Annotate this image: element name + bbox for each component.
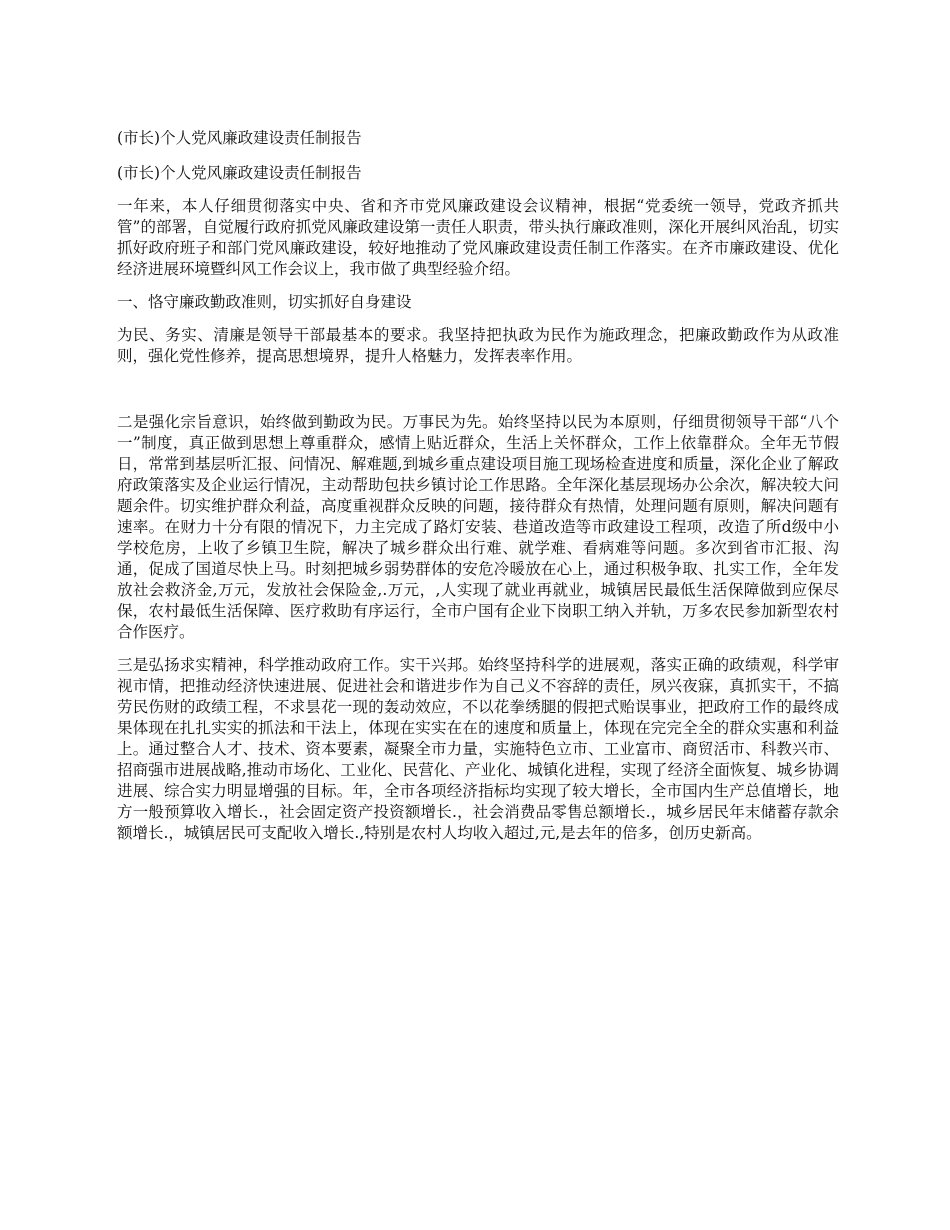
body-paragraph-3: 三是弘扬求实精神，科学推动政府工作。实干兴邦。始终坚持科学的进展观，落实正确的政绩观，科学审视市情，把推动经济快速进展、促进社会和谐进步作为自己义不容辞的责任，夙兴夜寐，真抓实干，不搞劳民伤财的政绩工程，不求昙花一现的轰动效应，不以花拳绣腿的假把式贻误事业，把政府工作的最终成果体现在扎扎实实的抓法和干法上，体现在实实在在的速度和质量上，体现在完完全全的群众实惠和利益上。通过整合人才、技术、资本要素，凝聚全市力量，实施特色立市、工业富市、商贸活市、科教兴市、招商强市进展战略,推动市场化、工业化、民营化、产业化、城镇化进程，实现了经济全面恢复、城乡协调进展、综合实力明显增强的目标。年，全市各项经济指标均实现了较大增长，全市国内生产总值增长，地方一般预算收入增长.，社会固定资产投资额增长.，社会消费品零售总额增长.，城乡居民年末储蓄存款余额增长.，城镇居民可支配收入增长.,特别是农村人均收入超过,元,是去年的倍多，创历史新高。 [117, 656, 839, 842]
intro-paragraph: 一年来，本人仔细贯彻落实中央、省和齐市党风廉政建设会议精神，根据“党委统一领导，党政齐抓共管”的部署，自觉履行政府抓党风廉政建设第一责任人职责，带头执行廉政准则，深化开展纠风治乱，切实抓好政府班子和部门党风廉政建设，较好地推动了党风廉政建设责任制工作落实。在齐市廉政建设、优化经济进展环境暨纠风工作会议上，我市做了典型经验介绍。 [117, 197, 839, 278]
document-page [117, 128, 839, 844]
document-subtitle: (市长)个人党风廉政建设责任制报告 [117, 164, 362, 182]
document-title: (市长)个人党风廉政建设责任制报告 [117, 129, 362, 147]
body-paragraph-2: 二是强化宗旨意识，始终做到勤政为民。万事民为先。始终坚持以民为本原则，仔细贯彻领导干部“八个一”制度，真正做到思想上尊重群众，感情上贴近群众，生活上关怀群众，工作上依靠群众。全年无节假日，常常到基层听汇报、问情况、解难题,到城乡重点建设项目施工现场检查进度和质量，深化企业了解政府政策落实及企业运行情况，主动帮助包扶乡镇讨论工作思路。全年深化基层现场办公余次，解决较大问题余件。切实维护群众利益，高度重视群众反映的问题，接待群众有热情，处理问题有原则，解决问题有速率。在财力十分有限的情况下，力主完成了路灯安装、巷道改造等市政建设工程项，改造了所d级中小学校危房，上收了乡镇卫生院，解决了城乡群众出行难、就学难、看病难等问题。多次到省市汇报、沟通，促成了国道尽快上马。时刻把城乡弱势群体的安危冷暖放在心上，通过积极争取、扎实工作，全年发放社会救济金,万元，发放社会保险金,.万元，,人实现了就业再就业，城镇居民最低生活保障做到应保尽保，农村最低生活保障、医疗救助有序运行，全市户国有企业下岗职工纳入并轨，万多农民参加新型农村合作医疗。 [117, 413, 839, 641]
section-heading: 一、恪守廉政勤政准则，切实抓好自身建设 [117, 293, 412, 311]
body-paragraph-1: 为民、务实、清廉是领导干部最基本的要求。我坚持把执政为民作为施政理念，把廉政勤政作为从政准则，强化党性修养，提高思想境界，提升人格魅力，发挥表率作用。 [117, 326, 839, 365]
